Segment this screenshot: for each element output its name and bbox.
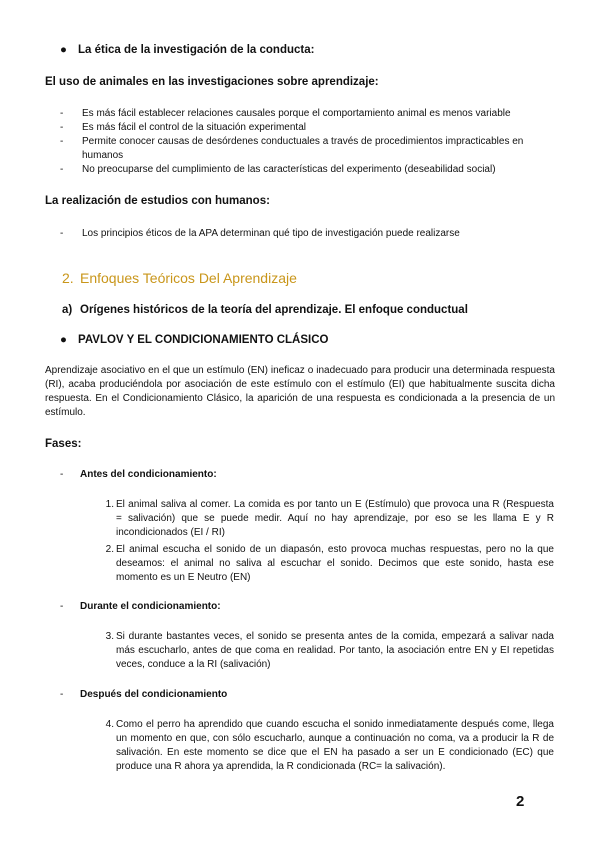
list-item: - Es más fácil el control de la situación experimental [60,122,306,133]
bullet-dot-icon: ● [60,44,67,56]
animals-heading: El uso de animales en las investigaciones sobre aprendizaje: [45,76,379,88]
ethics-bullet-heading: ● La ética de la investigación de la conducta: [60,44,315,56]
numbered-item-4: 4. Como el perro ha aprendido que cuando escucha el sonido inmediatamente después come, llega un momento en que, con sólo escucharlo, aunque a continuación no coma, va a producir la R de salivación. En este momento se dice que el EN ha pasado a ser un E condicionado (EC) que produce una R ahora ya aprendida, la R condicionada (RC= la salivación). [105,719,554,772]
animals-list [60,107,560,177]
list-item: - Permite conocer causas de desórdenes conductuales a través de procedimientos impracticables en humanos [60,136,524,161]
phase-heading-before: - Antes del condicionamiento: [60,469,217,480]
pavlov-bullet-heading: ● PAVLOV Y EL CONDICIONAMIENTO CLÁSICO [60,334,329,346]
numbered-item-1: 1. El animal saliva al comer. La comida es por tanto un E (Estímulo) que provoca una R (Respuesta = salivación) que se puede medir. Aquí no hay aprendizaje, por eso se les llama E y R incondicionados (EI / RI) [105,499,554,538]
page-number: 2 [516,793,525,810]
numbered-item-3: 3. Si durante bastantes veces, el sonido se presenta antes de la comida, empezará a salivar nada más escucharlo, antes de que coma en realidad. Por tanto, la asociación entre EN y EI repetidas veces, conduce a la RI (salivación) [105,631,554,670]
subsection-a-heading: a) Orígenes históricos de la teoría del aprendizaje. El enfoque conductual [62,304,468,316]
numbered-item-2: 2. El animal escucha el sonido de un diapasón, esto provoca muchas respuestas, pero no la que deseamos: el animal no saliva al escuchar el sonido. Decimos que este sonido, hasta ese momento es un E Neutro (EN) [105,544,554,583]
list-item: - No preocuparse del cumplimiento de las características del experimento (deseabilidad social) [60,164,496,175]
phase-heading-after: - Después del condicionamiento [60,689,228,700]
humans-heading: La realización de estudios con humanos: [45,195,270,207]
bullet-dot-icon: ● [60,334,67,346]
humans-list [60,227,560,241]
list-item: - Es más fácil establecer relaciones causales porque el comportamiento animal es menos variable [60,108,511,119]
phase-heading-during: - Durante el condicionamiento: [60,601,221,612]
section-2-heading: 2. Enfoques Teóricos Del Aprendizaje [62,270,297,286]
fases-heading: Fases: [45,438,82,450]
intro-paragraph: Aprendizaje asociativo en el que un estímulo (EN) ineficaz o inadecuado para producir una determinada respuesta (RI), acaba produciéndola por asociación de este estímulo con el estímulo (EI) que habitualmente suscita dicha respuesta. En el Condicionamiento Clásico, la aparición de una respuesta es condicionada a la presencia de un estímulo. [45,365,555,418]
list-item: - Los principios éticos de la APA determinan qué tipo de investigación puede realizarse [60,228,460,239]
